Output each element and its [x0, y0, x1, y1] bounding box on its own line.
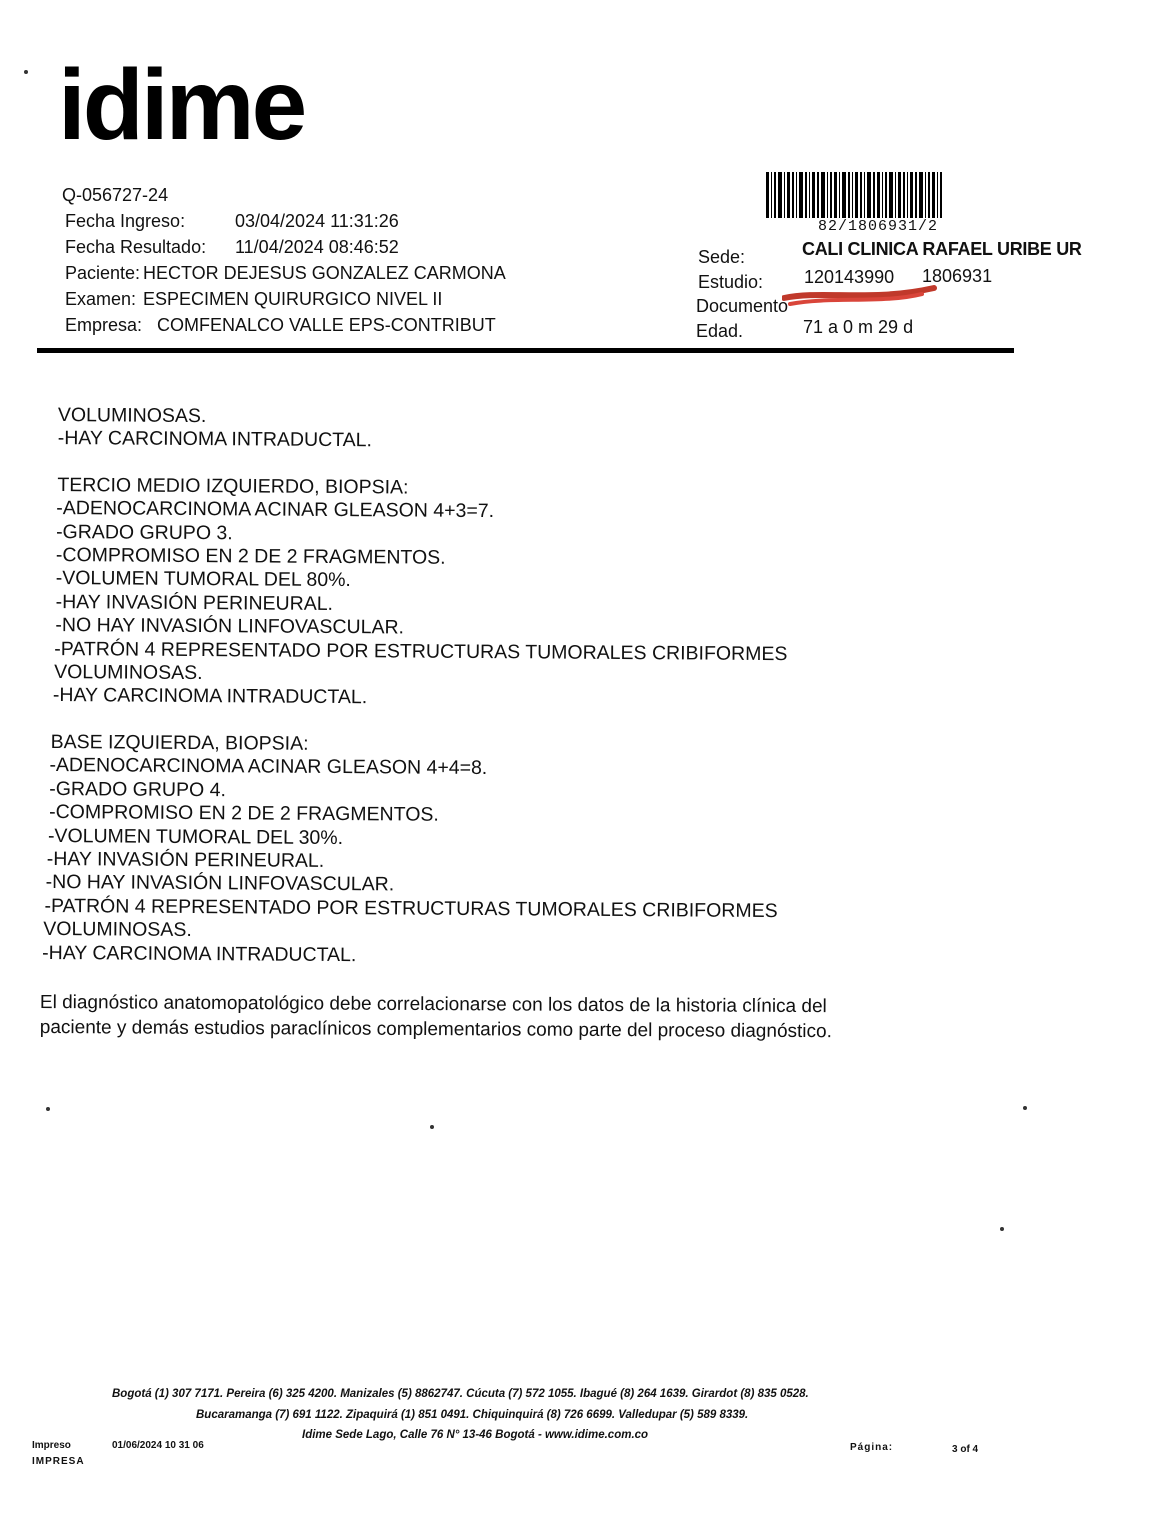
pagina-value: 3 of 4 [952, 1444, 979, 1455]
empresa-row [65, 316, 496, 334]
report-line: -HAY CARCINOMA INTRADUCTAL. [52, 684, 368, 709]
report-line: VOLUMINOSAS. [43, 918, 192, 942]
fecha-resultado-value: 11/04/2024 08:46:52 [235, 237, 399, 257]
report-line: VOLUMINOSAS. [54, 661, 203, 685]
disclaimer-line-2: paciente y demás estudios paraclínicos complementarios como parte del proceso diagnóstico. [39, 1016, 832, 1043]
footer-contact-line-1: Bogotá (1) 307 7171. Pereira (6) 325 4200. Manizales (5) 8862747. Cúcuta (7) 572 1055. Ibagué (8) 264 1639. Girardot (8) 835 0528. [112, 1388, 809, 1400]
report-body [42, 404, 789, 970]
disclaimer-line-1: El diagnóstico anatomopatológico debe correlacionarse con los datos de la historia clínica del [39, 992, 827, 1018]
sede-label: Sede: [698, 247, 746, 267]
paciente-row [65, 264, 506, 282]
report-line: -ADENOCARCINOMA ACINAR GLEASON 4+4=8. [49, 754, 488, 780]
documento-label: Documento [696, 296, 789, 316]
sede-value: CALI CLINICA RAFAEL URIBE UR [802, 239, 1082, 259]
footer-contact-line-2: Bucaramanga (7) 691 1122. Zipaquirá (1) 851 0491. Chiquinquirá (8) 726 6699. Valledupar (5) 589 8339. [196, 1409, 749, 1421]
fecha-ingreso-row [65, 212, 399, 230]
section-heading: BASE IZQUIERDA, BIOPSIA: [50, 730, 309, 755]
edad-value: 71 a 0 m 29 d [803, 317, 914, 337]
examen-value: ESPECIMEN QUIRURGICO NIVEL II [143, 289, 443, 309]
disclaimer [40, 990, 832, 1044]
report-line: -VOLUMEN TUMORAL DEL 80%. [55, 567, 351, 592]
examen-label: Examen: [65, 289, 137, 309]
report-line: -HAY CARCINOMA INTRADUCTAL. [42, 941, 357, 966]
section-heading: TERCIO MEDIO IZQUIERDO, BIOPSIA: [57, 473, 409, 499]
report-line: -VOLUMEN TUMORAL DEL 30%. [47, 824, 344, 849]
barcode [766, 172, 984, 218]
examen-row [65, 290, 442, 308]
header-divider [37, 348, 1014, 353]
scan-speck [1000, 1227, 1004, 1231]
report-line: -PATRÓN 4 REPRESENTADO POR ESTRUCTURAS TUMORALES CRIBIFORMES [54, 637, 788, 665]
report-line: -PATRÓN 4 REPRESENTADO POR ESTRUCTURAS TUMORALES CRIBIFORMES [44, 894, 778, 922]
report-line: -HAY INVASIÓN PERINEURAL. [46, 847, 325, 872]
report-line: -NO HAY INVASIÓN LINFOVASCULAR. [45, 871, 395, 896]
paciente-label: Paciente: [65, 263, 141, 283]
estudio-value-2: 1806931 [922, 266, 993, 286]
fecha-resultado-row [65, 238, 399, 256]
fecha-resultado-label: Fecha Resultado: [65, 237, 207, 257]
pagina-label: Página: [850, 1442, 894, 1453]
order-id: Q-056727-24 [62, 185, 169, 205]
scan-speck [24, 70, 28, 74]
paciente-value: HECTOR DEJESUS GONZALEZ CARMONA [143, 263, 506, 283]
report-line: -COMPROMISO EN 2 DE 2 FRAGMENTOS. [55, 544, 446, 569]
impreso-date: 01/06/2024 10 31 06 [112, 1440, 204, 1451]
report-line: -GRADO GRUPO 3. [56, 520, 233, 544]
report-line: VOLUMINOSAS. [57, 404, 207, 428]
fecha-ingreso-value: 03/04/2024 11:31:26 [235, 211, 399, 231]
report-line: -ADENOCARCINOMA ACINAR GLEASON 4+3=7. [56, 497, 495, 523]
impresa-label: IMPRESA [32, 1456, 85, 1467]
barcode-text: 82/1806931/2 [818, 218, 939, 235]
footer-address: Idime Sede Lago, Calle 76 N° 13-46 Bogotá - www.idime.com.co [302, 1429, 649, 1441]
report-line: -NO HAY INVASIÓN LINFOVASCULAR. [55, 614, 405, 639]
edad-label: Edad. [696, 321, 744, 341]
report-line: -HAY CARCINOMA INTRADUCTAL. [57, 427, 373, 452]
report-line: -COMPROMISO EN 2 DE 2 FRAGMENTOS. [49, 801, 439, 826]
empresa-value: COMFENALCO VALLE EPS-CONTRIBUT [157, 315, 496, 335]
idime-logo: idime [58, 49, 305, 161]
impreso-label: Impreso [32, 1440, 71, 1451]
report-line: -GRADO GRUPO 4. [49, 777, 226, 801]
fecha-ingreso-label: Fecha Ingreso: [65, 211, 186, 231]
estudio-label: Estudio: [698, 272, 764, 292]
scan-speck [430, 1125, 434, 1129]
redaction-mark [782, 284, 937, 308]
scan-speck [46, 1107, 50, 1111]
estudio-value: 120143990 [804, 267, 895, 287]
report-line: -HAY INVASIÓN PERINEURAL. [55, 590, 334, 615]
empresa-label: Empresa: [65, 315, 143, 335]
scan-speck [1023, 1106, 1027, 1110]
